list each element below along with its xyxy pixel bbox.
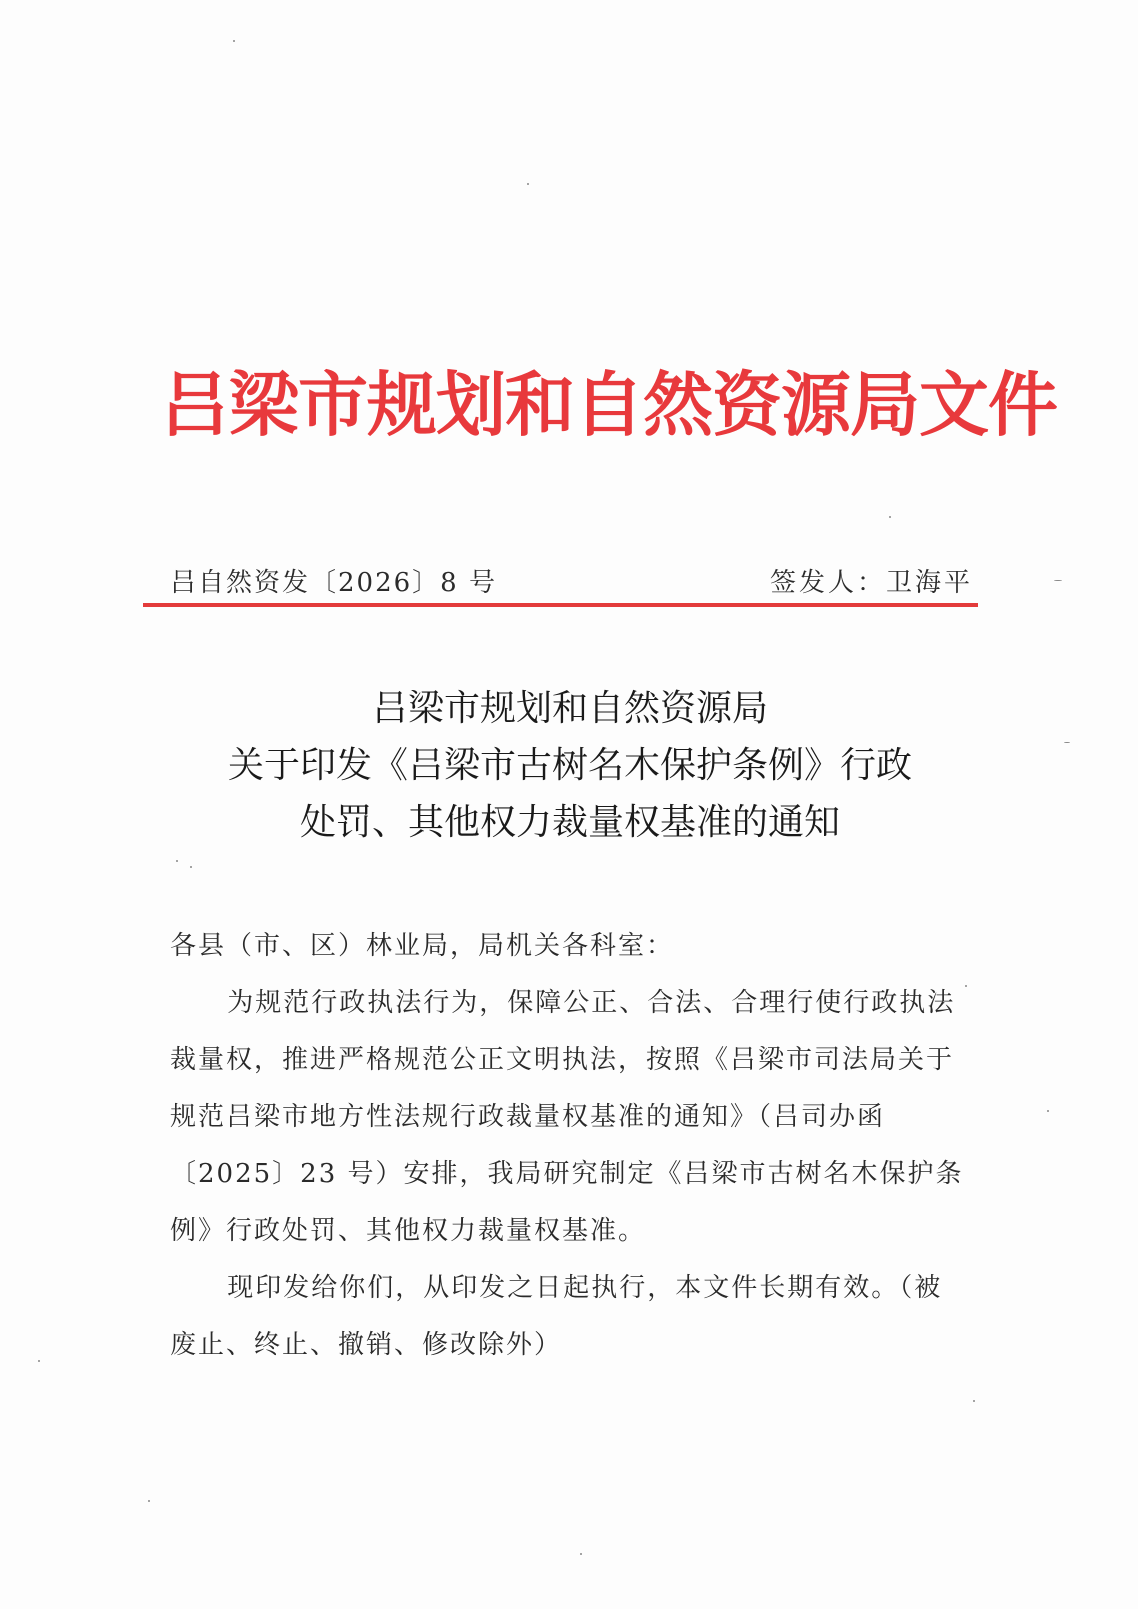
body-paragraph: 为规范行政执法行为，保障公正、合法、合理行使行政执法裁量权，推进严格规范公正文明执法，按照《吕梁市司法局关于规范吕梁市地方性法规行政裁量权基准的通知》（吕司办函〔2025〕23 号）安排，我局研究制定《吕梁市古树名木保护条例》行政处罚、其他权力裁量权基准。 [170, 988, 964, 1246]
scan-speck [527, 183, 529, 185]
scan-speck [148, 1500, 150, 1502]
scan-speck [1064, 742, 1070, 743]
agency-header-title: 吕梁市规划和自然资源局文件 [160, 363, 1057, 446]
scan-speck [1054, 580, 1062, 581]
notice-title-line: 吕梁市规划和自然资源局 [371, 688, 768, 729]
scan-speck [190, 866, 192, 868]
notice-title [160, 680, 980, 851]
scan-speck [176, 860, 178, 862]
scan-speck [965, 985, 967, 987]
notice-title-line: 处罚、其他权力裁量权基准的通知 [299, 802, 840, 843]
document-number: 吕自然资发〔2026〕8 号 [170, 568, 497, 598]
notice-title-line: 关于印发《吕梁市古树名木保护条例》行政 [227, 745, 912, 786]
salutation: 各县（市、区）林业局，局机关各科室： [170, 931, 675, 961]
scan-speck [580, 1553, 582, 1555]
scan-speck [1047, 1110, 1049, 1112]
red-divider-line [143, 603, 978, 607]
scan-speck [233, 40, 235, 42]
scan-speck [38, 1360, 40, 1362]
scan-speck [973, 1400, 975, 1402]
scan-speck [889, 516, 891, 518]
notice-body [170, 918, 970, 1374]
signer-label: 签发人：卫海平 [769, 568, 973, 598]
body-paragraph: 现印发给你们，从印发之日起执行，本文件长期有效。（被废止、终止、撤销、修改除外） [170, 1273, 943, 1360]
